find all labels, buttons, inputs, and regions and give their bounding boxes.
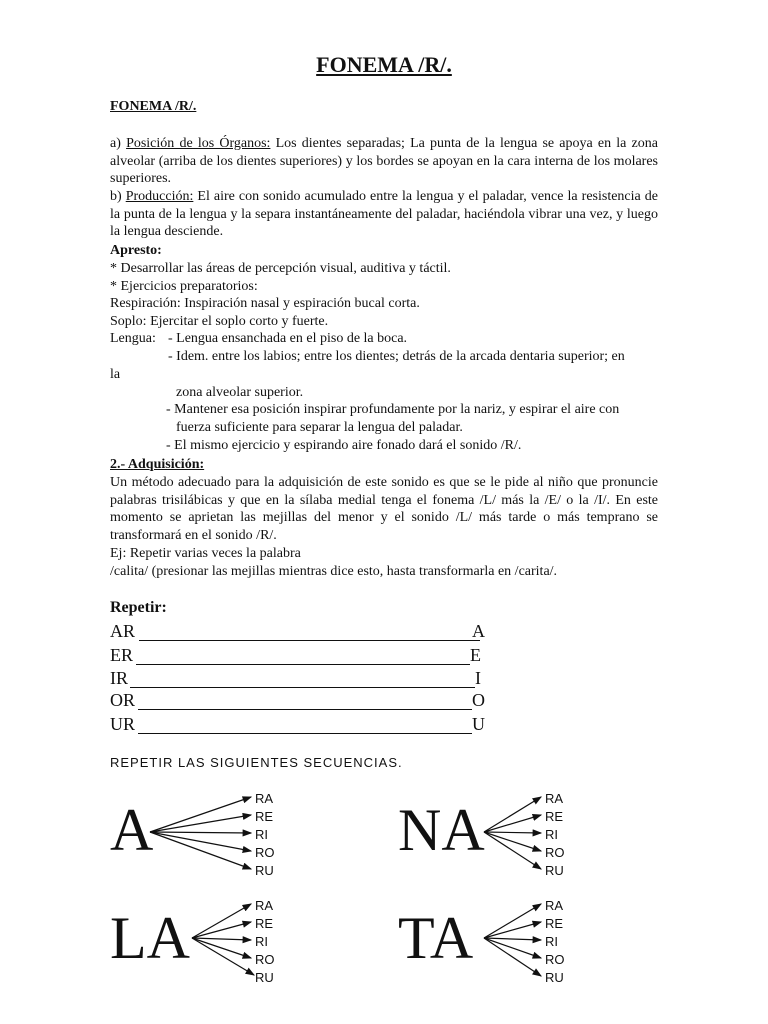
lengua-label: Lengua: xyxy=(110,331,156,346)
syllable: RA xyxy=(545,898,564,913)
arrow xyxy=(484,938,541,976)
arrow xyxy=(150,832,251,833)
apresto-line: Respiración: Inspiración nasal y espiración bucal corta. xyxy=(110,296,420,311)
syllable: RE xyxy=(545,916,564,931)
syllable: RE xyxy=(545,809,564,824)
adquisicion-heading: 2.- Adquisición: xyxy=(110,457,205,472)
base-syllable: LA xyxy=(110,905,190,971)
arrow xyxy=(192,938,251,940)
repetir-left: UR xyxy=(110,714,136,734)
syllable: RE xyxy=(255,809,274,824)
lengua-item: - Idem. entre los labios; entre los dientes; detrás de la arcada dentaria superior; en xyxy=(168,349,625,364)
arrow xyxy=(192,938,254,975)
arrow xyxy=(484,904,541,938)
apresto-line: * Desarrollar las áreas de percepción visual, auditiva y táctil. xyxy=(110,261,451,276)
apresto-line: Soplo: Ejercitar el soplo corto y fuerte. xyxy=(110,314,329,329)
arrow xyxy=(484,832,541,869)
adquisicion-example: /calita/ (presionar las mejillas mientras dice esto, hasta transformarla en /carita/. xyxy=(110,564,558,579)
base-syllable: NA xyxy=(398,797,485,863)
syllable: RO xyxy=(255,845,275,860)
syllable: RO xyxy=(545,845,565,860)
lengua-item: fuerza suficiente para separar la lengua del paladar. xyxy=(176,420,463,435)
repetir-left: IR xyxy=(110,668,128,688)
arrow xyxy=(484,832,541,851)
section-a-label: Posición de los Órganos: xyxy=(126,136,271,151)
apresto-line: * Ejercicios preparatorios: xyxy=(110,279,258,294)
arrow xyxy=(150,832,251,869)
arrow xyxy=(150,797,251,832)
syllable: RI xyxy=(545,827,558,842)
repetir-heading: Repetir: xyxy=(110,599,167,616)
repetir-right: U xyxy=(472,714,485,734)
arrow xyxy=(150,832,251,851)
page-title: FONEMA /R/. xyxy=(316,52,452,77)
adquisicion-paragraph: Un método adecuado para la adquisición de este sonido es que se le pide al niño que pronuncie palabras trisilábicas y que en la sílaba medial tenga el fonema /L/ más la /E/ o la /I/. En este momento se aprietan las mejillas del menor y el sonido /L/ más tarde o más temprano se transformará en el sonido /R/. xyxy=(110,475,658,543)
syllable: RO xyxy=(545,952,565,967)
syllable: RO xyxy=(255,952,275,967)
lengua-item: zona alveolar superior. xyxy=(176,385,304,400)
repetir-right: E xyxy=(470,645,481,665)
lengua-item: - Lengua ensanchada en el piso de la boca. xyxy=(168,331,408,346)
section-b-text: El aire con sonido acumulado entre la lengua y el paladar, vence la resistencia de la punta de la lengua y la separa instantáneamente del paladar, haciéndola vibrar una vez, y luego la lengua desciende. xyxy=(110,189,658,240)
section-b-label: Producción: xyxy=(125,189,194,204)
secuencias-heading: REPETIR LAS SIGUIENTES SECUENCIAS. xyxy=(110,755,403,770)
base-syllable: A xyxy=(110,797,154,863)
syllable: RE xyxy=(255,916,274,931)
repetir-left: OR xyxy=(110,690,136,710)
lengua-item: la xyxy=(110,367,121,382)
syllable: RU xyxy=(545,970,564,985)
section-b-prefix: b) xyxy=(110,189,126,204)
section-a-text: Los dientes separadas; La punta de la lengua se apoya en la zona alveolar (arriba de los dientes superiores) y los bordes se apoyan en la cara interna de los molares superiores. xyxy=(110,136,658,187)
arrow xyxy=(484,797,541,832)
section-a-prefix: a) xyxy=(110,136,127,151)
syllable: RA xyxy=(545,791,564,806)
repetir-left: AR xyxy=(110,621,136,641)
arrow xyxy=(192,904,251,938)
arrow xyxy=(192,922,251,938)
arrow xyxy=(484,938,541,958)
repetir-left: ER xyxy=(110,645,134,665)
syllable: RA xyxy=(255,791,274,806)
repetir-right: I xyxy=(475,668,481,688)
repetir-right: A xyxy=(472,621,485,641)
arrow xyxy=(484,815,541,832)
base-syllable: TA xyxy=(398,905,474,971)
apresto-heading: Apresto: xyxy=(110,243,162,258)
syllable: RU xyxy=(255,970,274,985)
syllable: RI xyxy=(255,827,268,842)
syllable: RA xyxy=(255,898,274,913)
syllable: RI xyxy=(255,934,268,949)
syllable: RU xyxy=(545,863,564,878)
repetir-right: O xyxy=(472,690,485,710)
section-subtitle: FONEMA /R/. xyxy=(110,99,197,114)
lengua-item: - El mismo ejercicio y espirando aire fonado dará el sonido /R/. xyxy=(166,438,522,453)
arrow xyxy=(484,832,541,833)
arrow xyxy=(484,922,541,938)
syllable: RU xyxy=(255,863,274,878)
adquisicion-example: Ej: Repetir varias veces la palabra xyxy=(110,546,301,561)
lengua-item: - Mantener esa posición inspirar profundamente por la nariz, y espirar el aire con xyxy=(166,402,620,417)
syllable: RI xyxy=(545,934,558,949)
arrow xyxy=(150,815,251,832)
arrow xyxy=(484,938,541,940)
